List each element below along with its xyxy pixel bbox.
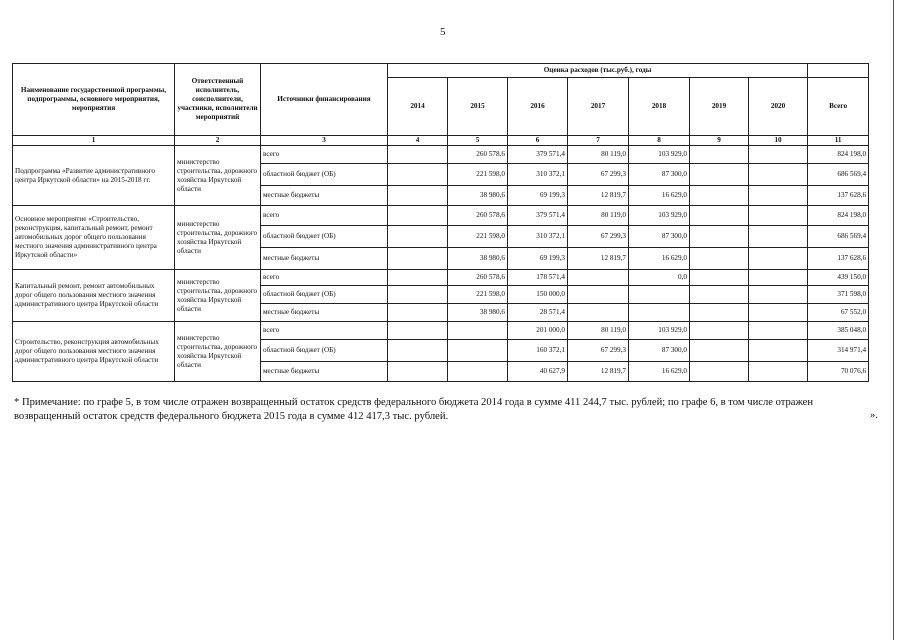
value-cell: 87 300,0: [629, 340, 690, 362]
value-cell: [629, 286, 690, 304]
value-cell: 379 571,4: [508, 206, 568, 226]
value-cell: [749, 248, 808, 270]
measure-executor: министерство строительства, дорожного хозяйства Иркутской области: [175, 270, 261, 322]
measure-executor: министерство строительства, дорожного хозяйства Иркутской области: [175, 206, 261, 270]
value-cell: 38 980,6: [448, 248, 508, 270]
value-cell: 12 819,7: [568, 248, 629, 270]
value-cell: 67 299,3: [568, 226, 629, 248]
measure-name: Капитальный ремонт, ремонт автомобильных дорог общего пользования местного значения административного центра Иркутской области: [13, 270, 175, 322]
value-cell: 0,0: [629, 270, 690, 286]
value-cell: [749, 226, 808, 248]
value-cell: 379 571,4: [508, 146, 568, 164]
value-cell: [448, 362, 508, 382]
value-cell: [388, 362, 448, 382]
value-cell: [690, 206, 749, 226]
value-cell: 67 299,3: [568, 164, 629, 186]
header-source: Источники финансирования: [261, 64, 388, 136]
value-cell: [690, 186, 749, 206]
value-cell: 439 150,0: [808, 270, 869, 286]
value-cell: 80 119,0: [568, 146, 629, 164]
footnote: * Примечание: по графе 5, в том числе отражен возвращенный остаток средств федерального бюджета 2014 года в сумме 411 244,7 тыс. рублей; по графе 6, в том числе отражен возвращенный остаток средств федерального бюджета 2015 года в сумме 412 417,3 тыс. рублей.: [14, 397, 814, 422]
funding-source: всего: [261, 206, 388, 226]
value-cell: 160 372,1: [508, 340, 568, 362]
value-cell: 310 372,1: [508, 226, 568, 248]
funding-source: всего: [261, 322, 388, 340]
header-year: 2018: [629, 78, 690, 136]
header-year: 2020: [749, 78, 808, 136]
value-cell: [388, 146, 448, 164]
value-cell: 70 076,6: [808, 362, 869, 382]
value-cell: [388, 270, 448, 286]
value-cell: 824 198,0: [808, 146, 869, 164]
measure-name: Строительство, реконструкция автомобильных дорог общего пользования местного значения административного центра Иркутской области: [13, 322, 175, 382]
value-cell: 80 119,0: [568, 206, 629, 226]
value-cell: 221 598,0: [448, 286, 508, 304]
value-cell: [448, 322, 508, 340]
header-total: Всего: [808, 78, 869, 136]
value-cell: [568, 286, 629, 304]
column-number: 10: [749, 136, 808, 146]
value-cell: [690, 304, 749, 322]
header-year: 2017: [568, 78, 629, 136]
value-cell: 12 819,7: [568, 362, 629, 382]
table-row: [13, 146, 869, 164]
value-cell: 69 199,3: [508, 248, 568, 270]
value-cell: [568, 304, 629, 322]
value-cell: 137 628,6: [808, 186, 869, 206]
value-cell: 260 578,6: [448, 146, 508, 164]
value-cell: [388, 226, 448, 248]
value-cell: [388, 164, 448, 186]
column-number: 4: [388, 136, 448, 146]
value-cell: 686 569,4: [808, 226, 869, 248]
value-cell: 260 578,6: [448, 270, 508, 286]
value-cell: [690, 226, 749, 248]
value-cell: 12 819,7: [568, 186, 629, 206]
value-cell: 150 000,0: [508, 286, 568, 304]
value-cell: 87 300,0: [629, 164, 690, 186]
value-cell: 686 569,4: [808, 164, 869, 186]
column-number: 11: [808, 136, 869, 146]
value-cell: [749, 146, 808, 164]
value-cell: 16 629,0: [629, 186, 690, 206]
value-cell: [388, 186, 448, 206]
value-cell: [690, 270, 749, 286]
value-cell: 28 571,4: [508, 304, 568, 322]
value-cell: [749, 286, 808, 304]
value-cell: [388, 206, 448, 226]
funding-source: областной бюджет (ОБ): [261, 286, 388, 304]
value-cell: [749, 362, 808, 382]
column-number: 5: [448, 136, 508, 146]
funding-source: всего: [261, 146, 388, 164]
table-row: [13, 322, 869, 340]
value-cell: [690, 322, 749, 340]
column-number: 1: [13, 136, 175, 146]
value-cell: [629, 304, 690, 322]
value-cell: 103 929,0: [629, 146, 690, 164]
value-cell: [388, 340, 448, 362]
value-cell: [568, 270, 629, 286]
header-year: 2019: [690, 78, 749, 136]
header-executor: Ответственный исполнитель, соисполнители, участники, исполнители мероприятий: [175, 64, 261, 136]
measure-name: Подпрограмма «Развитие административного центра Иркутской области» на 2015-2018 гг.: [13, 146, 175, 206]
value-cell: [749, 206, 808, 226]
value-cell: [749, 164, 808, 186]
column-number: 3: [261, 136, 388, 146]
value-cell: [388, 322, 448, 340]
measure-name: Основное мероприятие «Строительство, реконструкция, капитальный ремонт, ремонт автомобильных дорог общего пользования местного значения административного центра Иркутской области»: [13, 206, 175, 270]
value-cell: 103 929,0: [629, 206, 690, 226]
header-year: 2014: [388, 78, 448, 136]
value-cell: 38 980,6: [448, 304, 508, 322]
value-cell: [690, 286, 749, 304]
page-edge-line: [893, 0, 894, 640]
funding-source: всего: [261, 270, 388, 286]
page-number: 5: [440, 26, 446, 38]
value-cell: 87 300,0: [629, 226, 690, 248]
budget-table: [12, 63, 869, 382]
value-cell: [388, 304, 448, 322]
funding-source: областной бюджет (ОБ): [261, 226, 388, 248]
value-cell: 310 372,1: [508, 164, 568, 186]
value-cell: 16 629,0: [629, 248, 690, 270]
value-cell: [690, 164, 749, 186]
measure-executor: министерство строительства, дорожного хозяйства Иркутской области: [175, 146, 261, 206]
column-number: 2: [175, 136, 261, 146]
value-cell: 40 627,9: [508, 362, 568, 382]
value-cell: 824 198,0: [808, 206, 869, 226]
value-cell: [749, 322, 808, 340]
column-number: 7: [568, 136, 629, 146]
header-year: 2015: [448, 78, 508, 136]
funding-source: областной бюджет (ОБ): [261, 340, 388, 362]
funding-source: областной бюджет (ОБ): [261, 164, 388, 186]
value-cell: 201 000,0: [508, 322, 568, 340]
value-cell: 260 578,6: [448, 206, 508, 226]
value-cell: [749, 304, 808, 322]
column-number: 8: [629, 136, 690, 146]
value-cell: [388, 286, 448, 304]
value-cell: [388, 248, 448, 270]
header-total-top: [808, 64, 869, 78]
header-estimate: Оценка расходов (тыс.руб.), годы: [388, 64, 808, 78]
table-row: [13, 270, 869, 286]
header-year: 2016: [508, 78, 568, 136]
value-cell: 103 929,0: [629, 322, 690, 340]
column-number: 6: [508, 136, 568, 146]
funding-source: местные бюджеты: [261, 186, 388, 206]
value-cell: 69 199,3: [508, 186, 568, 206]
value-cell: [749, 186, 808, 206]
value-cell: [690, 340, 749, 362]
value-cell: [690, 248, 749, 270]
measure-executor: министерство строительства, дорожного хозяйства Иркутской области: [175, 322, 261, 382]
value-cell: 67 552,0: [808, 304, 869, 322]
value-cell: [749, 270, 808, 286]
funding-source: местные бюджеты: [261, 248, 388, 270]
value-cell: 80 119,0: [568, 322, 629, 340]
header-name: Наименование государственной программы, подпрограммы, основного мероприятия, мероприятия: [13, 64, 175, 136]
funding-source: местные бюджеты: [261, 362, 388, 382]
table-row: [13, 206, 869, 226]
value-cell: [690, 362, 749, 382]
value-cell: 371 598,0: [808, 286, 869, 304]
value-cell: 385 048,0: [808, 322, 869, 340]
value-cell: 314 971,4: [808, 340, 869, 362]
value-cell: [749, 340, 808, 362]
value-cell: [690, 146, 749, 164]
value-cell: 137 628,6: [808, 248, 869, 270]
closing-quote: ».: [870, 410, 878, 421]
value-cell: 67 299,3: [568, 340, 629, 362]
value-cell: [448, 340, 508, 362]
value-cell: 178 571,4: [508, 270, 568, 286]
value-cell: 16 629,0: [629, 362, 690, 382]
value-cell: 221 598,0: [448, 164, 508, 186]
value-cell: 221 598,0: [448, 226, 508, 248]
column-number: 9: [690, 136, 749, 146]
funding-source: местные бюджеты: [261, 304, 388, 322]
value-cell: 38 980,6: [448, 186, 508, 206]
